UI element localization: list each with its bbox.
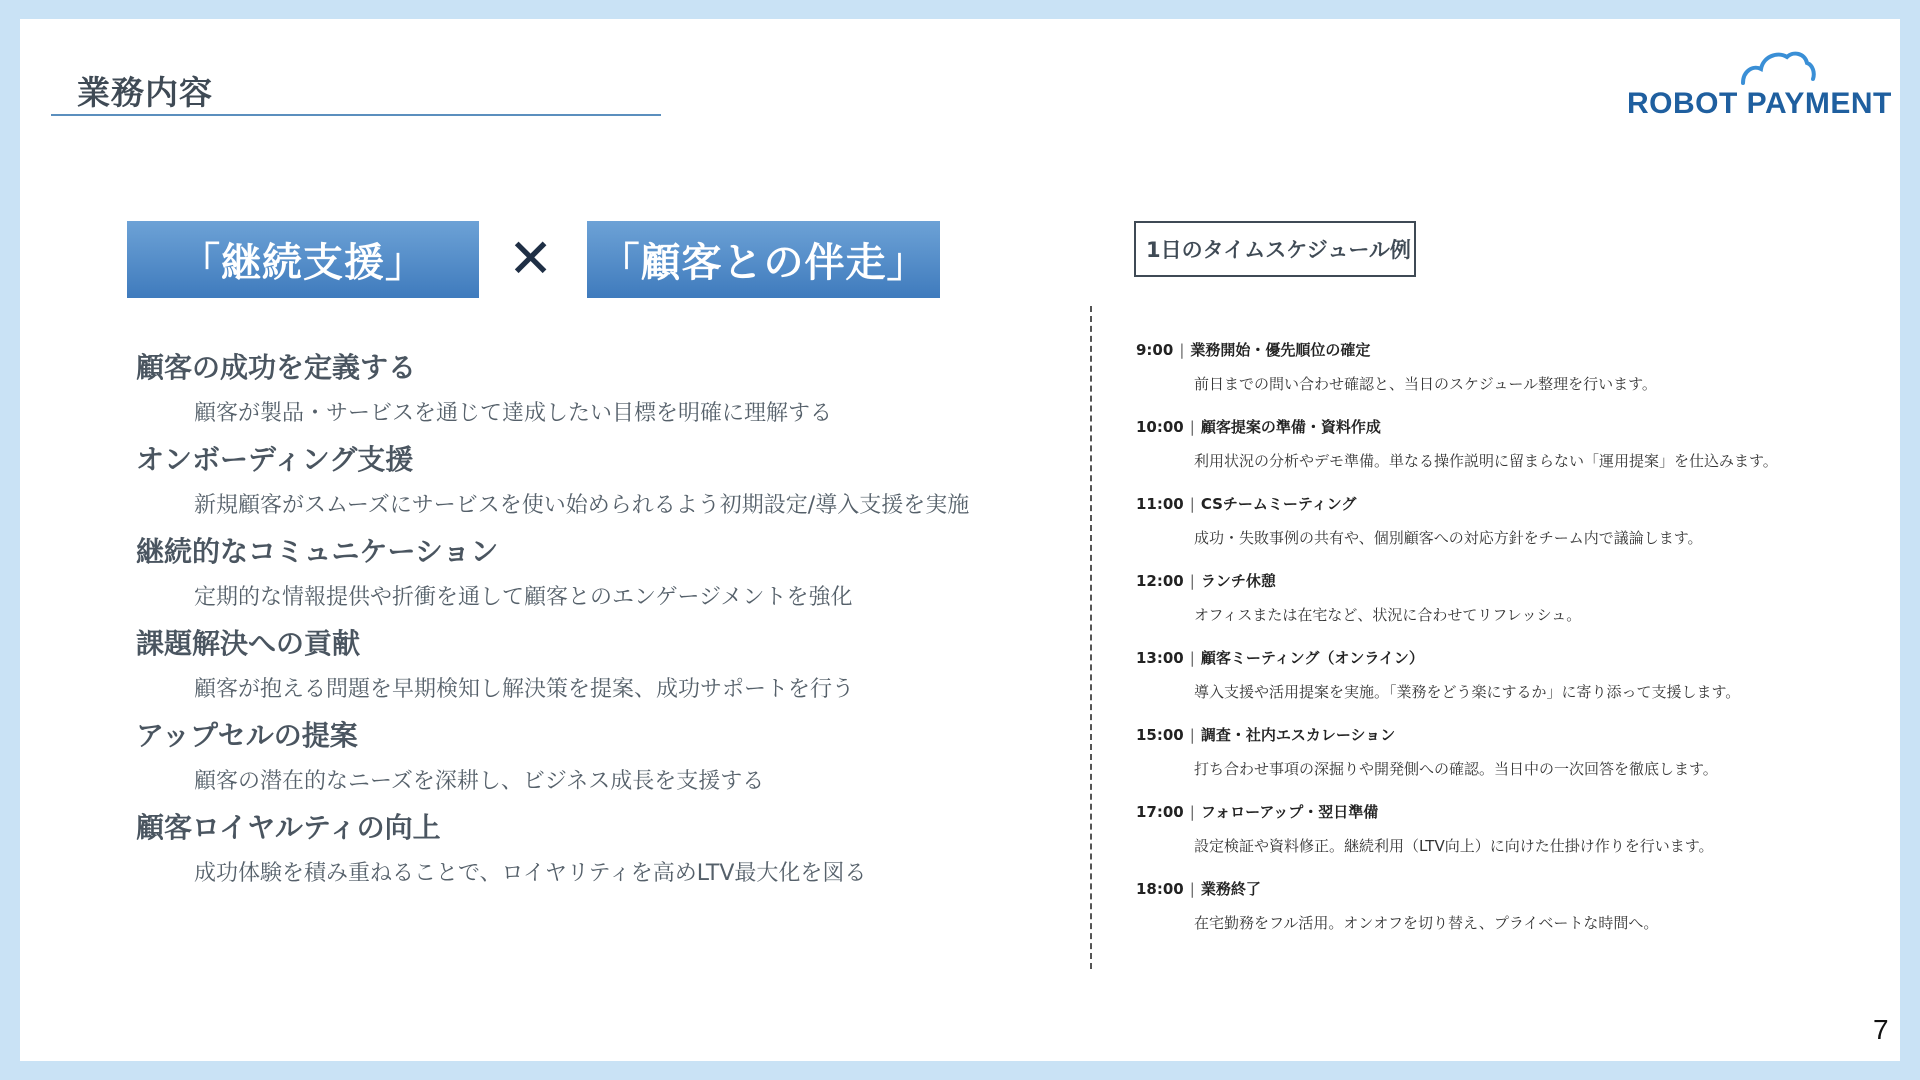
schedule-label: 調査・社内エスカレーション (1200, 726, 1396, 744)
schedule-description: 導入支援や活用提案を実施。「業務をどう楽にするか」に寄り添って支援します。 (1194, 683, 1741, 701)
schedule-description: 成功・失敗事例の共有や、個別顧客への対応方針をチーム内で議論します。 (1194, 529, 1703, 547)
schedule-row (1136, 647, 1816, 724)
schedule-time: 17:00 (1136, 803, 1184, 821)
schedule-description: 利用状況の分析やデモ準備。単なる操作説明に留まらない「運用提案」を仕込みます。 (1194, 452, 1778, 470)
schedule-time: 12:00 (1136, 572, 1184, 590)
item-description: 顧客の潜在的なニーズを深耕し、ビジネス成長を支援する (194, 769, 765, 794)
schedule-row (1136, 339, 1816, 416)
schedule-label: 顧客提案の準備・資料作成 (1200, 418, 1381, 436)
schedule-row (1136, 724, 1816, 801)
time-separator: | (1189, 880, 1195, 898)
item-title: 課題解決への貢献 (136, 627, 361, 660)
task-list (136, 346, 1036, 898)
list-item (136, 622, 1036, 714)
schedule-time: 18:00 (1136, 880, 1184, 898)
time-separator: | (1189, 649, 1195, 667)
schedule-label: 業務終了 (1200, 880, 1261, 898)
banner-continuous-support: 「継続支援」 (127, 221, 479, 298)
schedule-description: 設定検証や資料修正。継続利用（LTV向上）に向けた仕掛け作りを行います。 (1194, 837, 1714, 855)
item-title: アップセルの提案 (136, 719, 358, 752)
slide (20, 19, 1900, 1061)
time-separator: | (1179, 341, 1185, 359)
time-separator: | (1189, 726, 1195, 744)
list-item (136, 714, 1036, 806)
time-separator: | (1189, 418, 1195, 436)
times-symbol: ✕ (508, 227, 554, 290)
schedule-label: 顧客ミーティング（オンライン） (1200, 649, 1424, 667)
schedule-row (1136, 570, 1816, 647)
list-item (136, 438, 1036, 530)
item-title: 顧客の成功を定義する (136, 351, 417, 384)
schedule-heading: 1日のタイムスケジュール例 (1134, 221, 1416, 277)
schedule-description: 打ち合わせ事項の深掘りや開発側への確認。当日中の一次回答を徹底します。 (1194, 760, 1718, 778)
banner-customer-partnership: 「顧客との伴走」 (587, 221, 940, 298)
page-number: 7 (1873, 1014, 1889, 1045)
item-title: オンボーディング支援 (136, 443, 414, 476)
list-item (136, 806, 1036, 898)
item-description: 成功体験を積み重ねることで、ロイヤリティを高めLTV最大化を図る (194, 861, 867, 886)
item-title: 顧客ロイヤルティの向上 (136, 811, 441, 844)
item-description: 顧客が製品・サービスを通じて達成したい目標を明確に理解する (194, 401, 833, 426)
schedule-row (1136, 416, 1816, 493)
schedule-time: 11:00 (1136, 495, 1184, 513)
schedule-label: 業務開始・優先順位の確定 (1190, 341, 1371, 359)
schedule-description: 在宅勤務をフル活用。オンオフを切り替え、プライベートな時間へ。 (1194, 914, 1659, 932)
item-description: 顧客が抱える問題を早期検知し解決策を提案、成功サポートを行う (194, 677, 855, 702)
title-underline (51, 114, 661, 116)
item-title: 継続的なコミュニケーション (136, 535, 499, 568)
dashed-divider (1090, 306, 1092, 969)
schedule-time: 13:00 (1136, 649, 1184, 667)
schedule-label: CSチームミーティング (1200, 495, 1357, 513)
schedule-row (1136, 493, 1816, 570)
schedule-description: オフィスまたは在宅など、状況に合わせてリフレッシュ。 (1194, 606, 1582, 624)
time-separator: | (1189, 495, 1195, 513)
schedule-time: 15:00 (1136, 726, 1184, 744)
page-title: 業務内容 (77, 73, 213, 112)
cloud-icon (1737, 49, 1817, 85)
time-separator: | (1189, 572, 1195, 590)
list-item (136, 530, 1036, 622)
schedule-row (1136, 878, 1816, 955)
schedule-description: 前日までの問い合わせ確認と、当日のスケジュール整理を行います。 (1194, 375, 1657, 393)
schedule-list (1136, 339, 1816, 955)
schedule-label: ランチ休憩 (1200, 572, 1276, 590)
time-separator: | (1189, 803, 1195, 821)
schedule-label: フォローアップ・翌日準備 (1200, 803, 1379, 821)
schedule-time: 9:00 (1136, 341, 1174, 359)
list-item (136, 346, 1036, 438)
item-description: 新規顧客がスムーズにサービスを使い始められるよう初期設定/導入支援を実施 (194, 493, 970, 518)
company-logo (1627, 49, 1892, 121)
schedule-time: 10:00 (1136, 418, 1184, 436)
item-description: 定期的な情報提供や折衝を通して顧客とのエンゲージメントを強化 (194, 585, 853, 610)
schedule-row (1136, 801, 1816, 878)
logo-text: ROBOT PAYMENT (1627, 87, 1892, 120)
